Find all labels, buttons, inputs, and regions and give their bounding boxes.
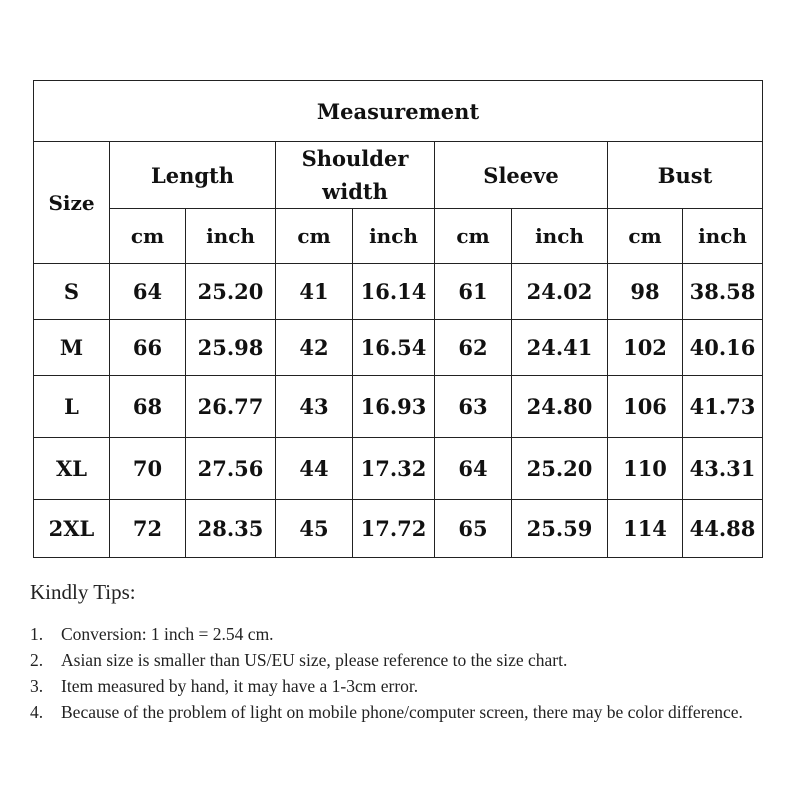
measurement-cell: 110 — [608, 438, 683, 500]
measurement-cell: 61 — [435, 264, 512, 320]
measurement-cell: 25.20 — [512, 438, 608, 500]
unit-header: inch — [683, 209, 763, 264]
measurement-cell: 44.88 — [683, 500, 763, 558]
tip-item — [30, 673, 770, 699]
measurement-cell: 114 — [608, 500, 683, 558]
tip-item — [30, 621, 770, 647]
tip-text: Asian size is smaller than US/EU size, please reference to the size chart. — [61, 650, 568, 670]
measurement-cell: 106 — [608, 376, 683, 438]
tips-list — [30, 621, 770, 725]
measurement-cell: 64 — [435, 438, 512, 500]
unit-header: cm — [276, 209, 353, 264]
measurement-cell: 38.58 — [683, 264, 763, 320]
size-cell: M — [34, 320, 110, 376]
tip-number: 4. — [30, 702, 44, 722]
group-header-length: Length — [110, 142, 276, 209]
measurement-cell: 28.35 — [186, 500, 276, 558]
unit-header: inch — [186, 209, 276, 264]
tip-text: Conversion: 1 inch = 2.54 cm. — [61, 624, 274, 644]
table-body — [34, 264, 763, 558]
size-cell: L — [34, 376, 110, 438]
measurement-cell: 17.72 — [353, 500, 435, 558]
unit-header: cm — [110, 209, 186, 264]
measurement-cell: 65 — [435, 500, 512, 558]
measurement-cell: 41 — [276, 264, 353, 320]
measurement-cell: 27.56 — [186, 438, 276, 500]
measurement-cell: 16.54 — [353, 320, 435, 376]
tip-text: Because of the problem of light on mobile phone/computer screen, there may be color difference. — [61, 702, 743, 722]
measurement-cell: 63 — [435, 376, 512, 438]
measurement-cell: 43 — [276, 376, 353, 438]
measurement-cell: 40.16 — [683, 320, 763, 376]
measurement-cell: 72 — [110, 500, 186, 558]
measurement-cell: 44 — [276, 438, 353, 500]
tip-item — [30, 699, 770, 725]
size-cell: XL — [34, 438, 110, 500]
unit-header: inch — [512, 209, 608, 264]
measurement-cell: 64 — [110, 264, 186, 320]
tip-text: Item measured by hand, it may have a 1-3cm error. — [61, 676, 419, 696]
unit-header: cm — [608, 209, 683, 264]
measurement-cell: 66 — [110, 320, 186, 376]
table-title: Measurement — [34, 81, 763, 142]
size-chart-table — [33, 80, 763, 558]
table-row — [34, 264, 763, 320]
measurement-cell: 17.32 — [353, 438, 435, 500]
unit-header: inch — [353, 209, 435, 264]
measurement-cell: 24.80 — [512, 376, 608, 438]
measurement-cell: 16.93 — [353, 376, 435, 438]
tip-number: 1. — [30, 624, 44, 644]
measurement-cell: 43.31 — [683, 438, 763, 500]
tip-number: 3. — [30, 676, 44, 696]
group-header-shoulder-width: Shoulder width — [276, 142, 435, 209]
table-row — [34, 376, 763, 438]
measurement-cell: 16.14 — [353, 264, 435, 320]
measurement-cell: 98 — [608, 264, 683, 320]
group-header-sleeve: Sleeve — [435, 142, 608, 209]
measurement-cell: 24.02 — [512, 264, 608, 320]
table-row — [34, 438, 763, 500]
table-row — [34, 320, 763, 376]
measurement-cell: 25.20 — [186, 264, 276, 320]
measurement-cell: 41.73 — [683, 376, 763, 438]
measurement-cell: 25.98 — [186, 320, 276, 376]
tips-title: Kindly Tips: — [30, 580, 136, 604]
measurement-cell: 62 — [435, 320, 512, 376]
size-column-header: Size — [34, 142, 110, 264]
unit-header: cm — [435, 209, 512, 264]
size-cell: S — [34, 264, 110, 320]
measurement-cell: 68 — [110, 376, 186, 438]
size-cell: 2XL — [34, 500, 110, 558]
group-header-bust: Bust — [608, 142, 763, 209]
measurement-cell: 70 — [110, 438, 186, 500]
measurement-cell: 42 — [276, 320, 353, 376]
measurement-cell: 102 — [608, 320, 683, 376]
measurement-cell: 26.77 — [186, 376, 276, 438]
table-row — [34, 500, 763, 558]
tip-item — [30, 647, 770, 673]
measurement-cell: 45 — [276, 500, 353, 558]
measurement-cell: 25.59 — [512, 500, 608, 558]
measurement-cell: 24.41 — [512, 320, 608, 376]
tip-number: 2. — [30, 650, 44, 670]
